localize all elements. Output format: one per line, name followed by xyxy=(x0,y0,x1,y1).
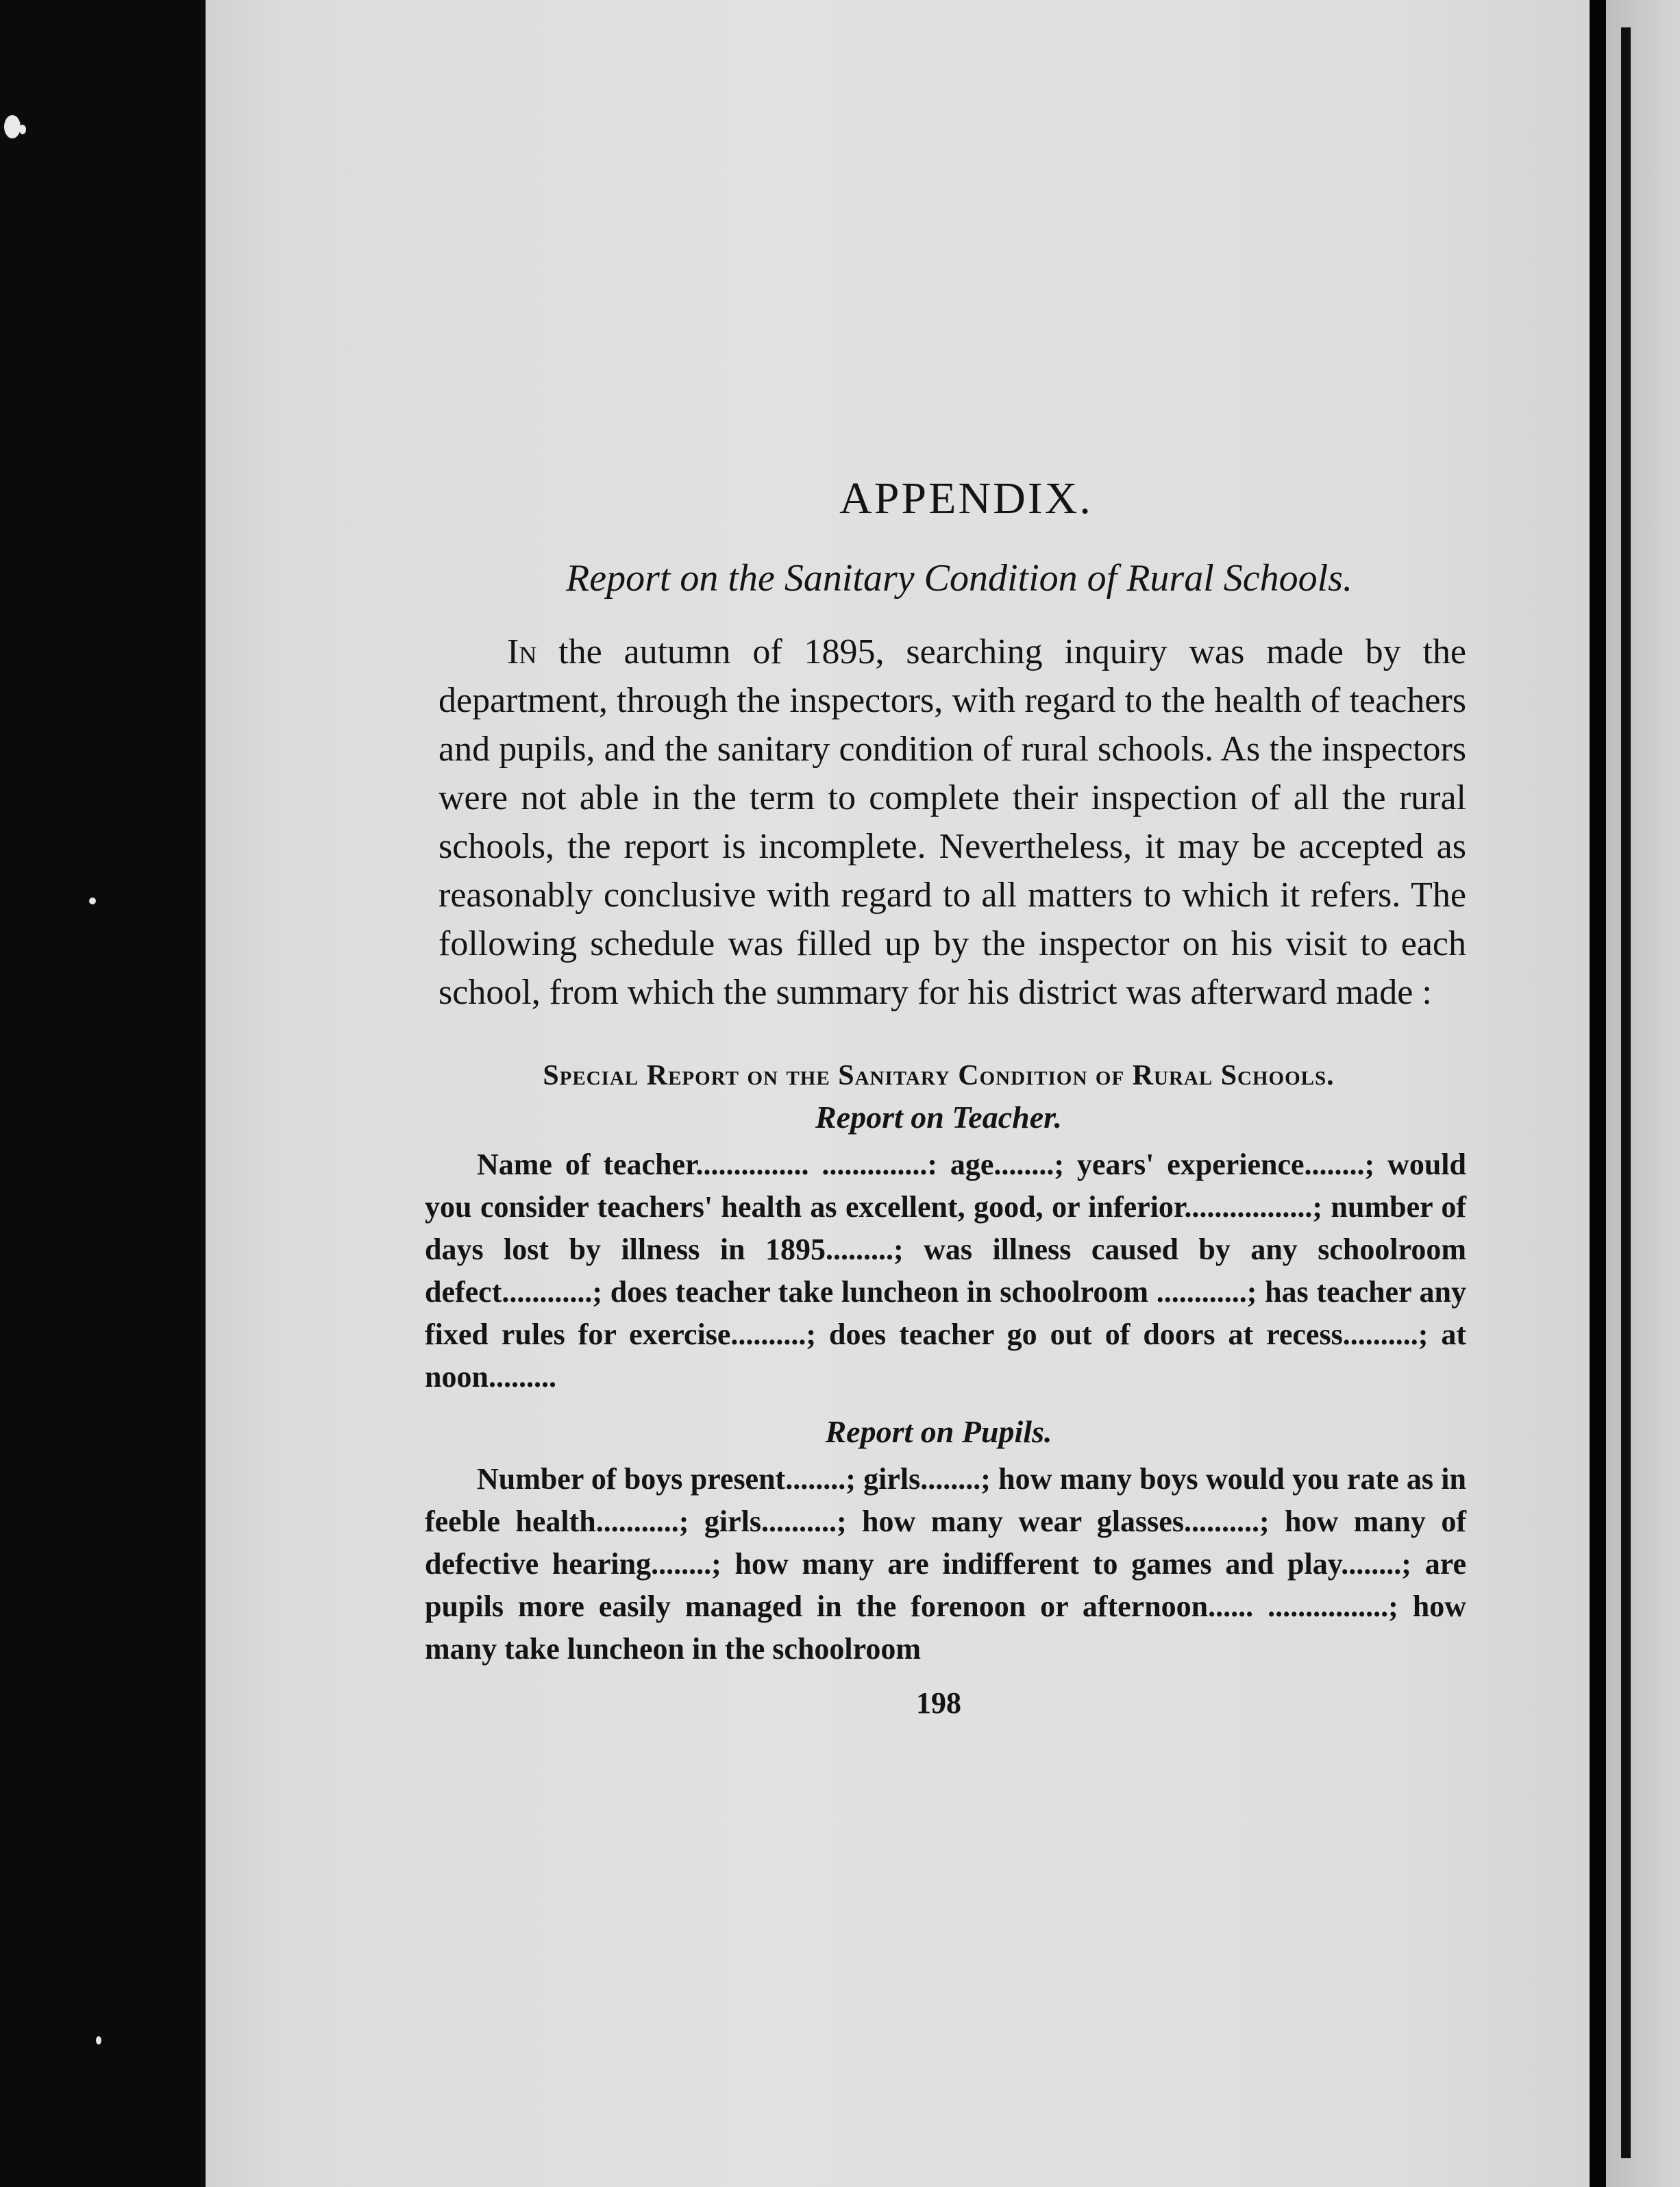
schedule-title: Special Report on the Sanitary Condition of Rural Schools. xyxy=(543,1060,1335,1091)
page-number: 198 xyxy=(916,1686,961,1720)
scan-speck xyxy=(96,2036,101,2044)
page-gutter xyxy=(1590,0,1606,2187)
pupils-report-heading: Report on Pupils. xyxy=(825,1414,1052,1449)
teacher-report-heading: Report on Teacher. xyxy=(815,1100,1062,1135)
adjacent-page-edge xyxy=(1606,0,1680,2187)
adjacent-page-shadow xyxy=(1621,27,1631,2158)
appendix-heading: APPENDIX. xyxy=(839,473,1093,523)
intro-paragraph xyxy=(438,628,1466,1017)
intro-text: the autumn of 1895, searching inquiry was made by the department, through the inspectors, with regard to the health of teachers and pupils, and the sanitary condition of rural schools. As the inspectors were not able in the term to complete their inspection of all the rural schools, the report is incomplete. Nevertheless, it may be accepted as reasonably conclusive with regard to all matters to which it refers. The following schedule was filled up by the inspector on his visit to each school, from which the summary for his district was afterward made : xyxy=(438,632,1466,1012)
pupils-report-form: Number of boys present........; girls........; how many boys would you rate as in feeble health...........; girls..........; how many wear glasses..........; how many of defective hearing........; how many are indifferent to games and play........; are pupils more easily managed in the forenoon or afternoon...... ................; how many take luncheon in the schoolroom xyxy=(425,1462,1466,1666)
report-subheading: Report on the Sanitary Condition of Rural Schools. xyxy=(566,557,1352,600)
scan-speck xyxy=(19,125,26,134)
teacher-report-form: Name of teacher............... ..............: age........; years' experience........; would you consider teachers' health as excellent, good, or inferior.................; number of days lost by illness in 1895.........; was illness caused by any schoolroom defect............; does teacher take luncheon in schoolroom ............; has teacher any fixed rules for exercise..........; does teacher go out of doors at recess..........; at noon......... xyxy=(425,1148,1466,1394)
page-text xyxy=(411,473,1466,1720)
scan-speck xyxy=(4,115,21,138)
scan-speck xyxy=(89,898,96,904)
intro-lead-word: In xyxy=(507,632,537,671)
